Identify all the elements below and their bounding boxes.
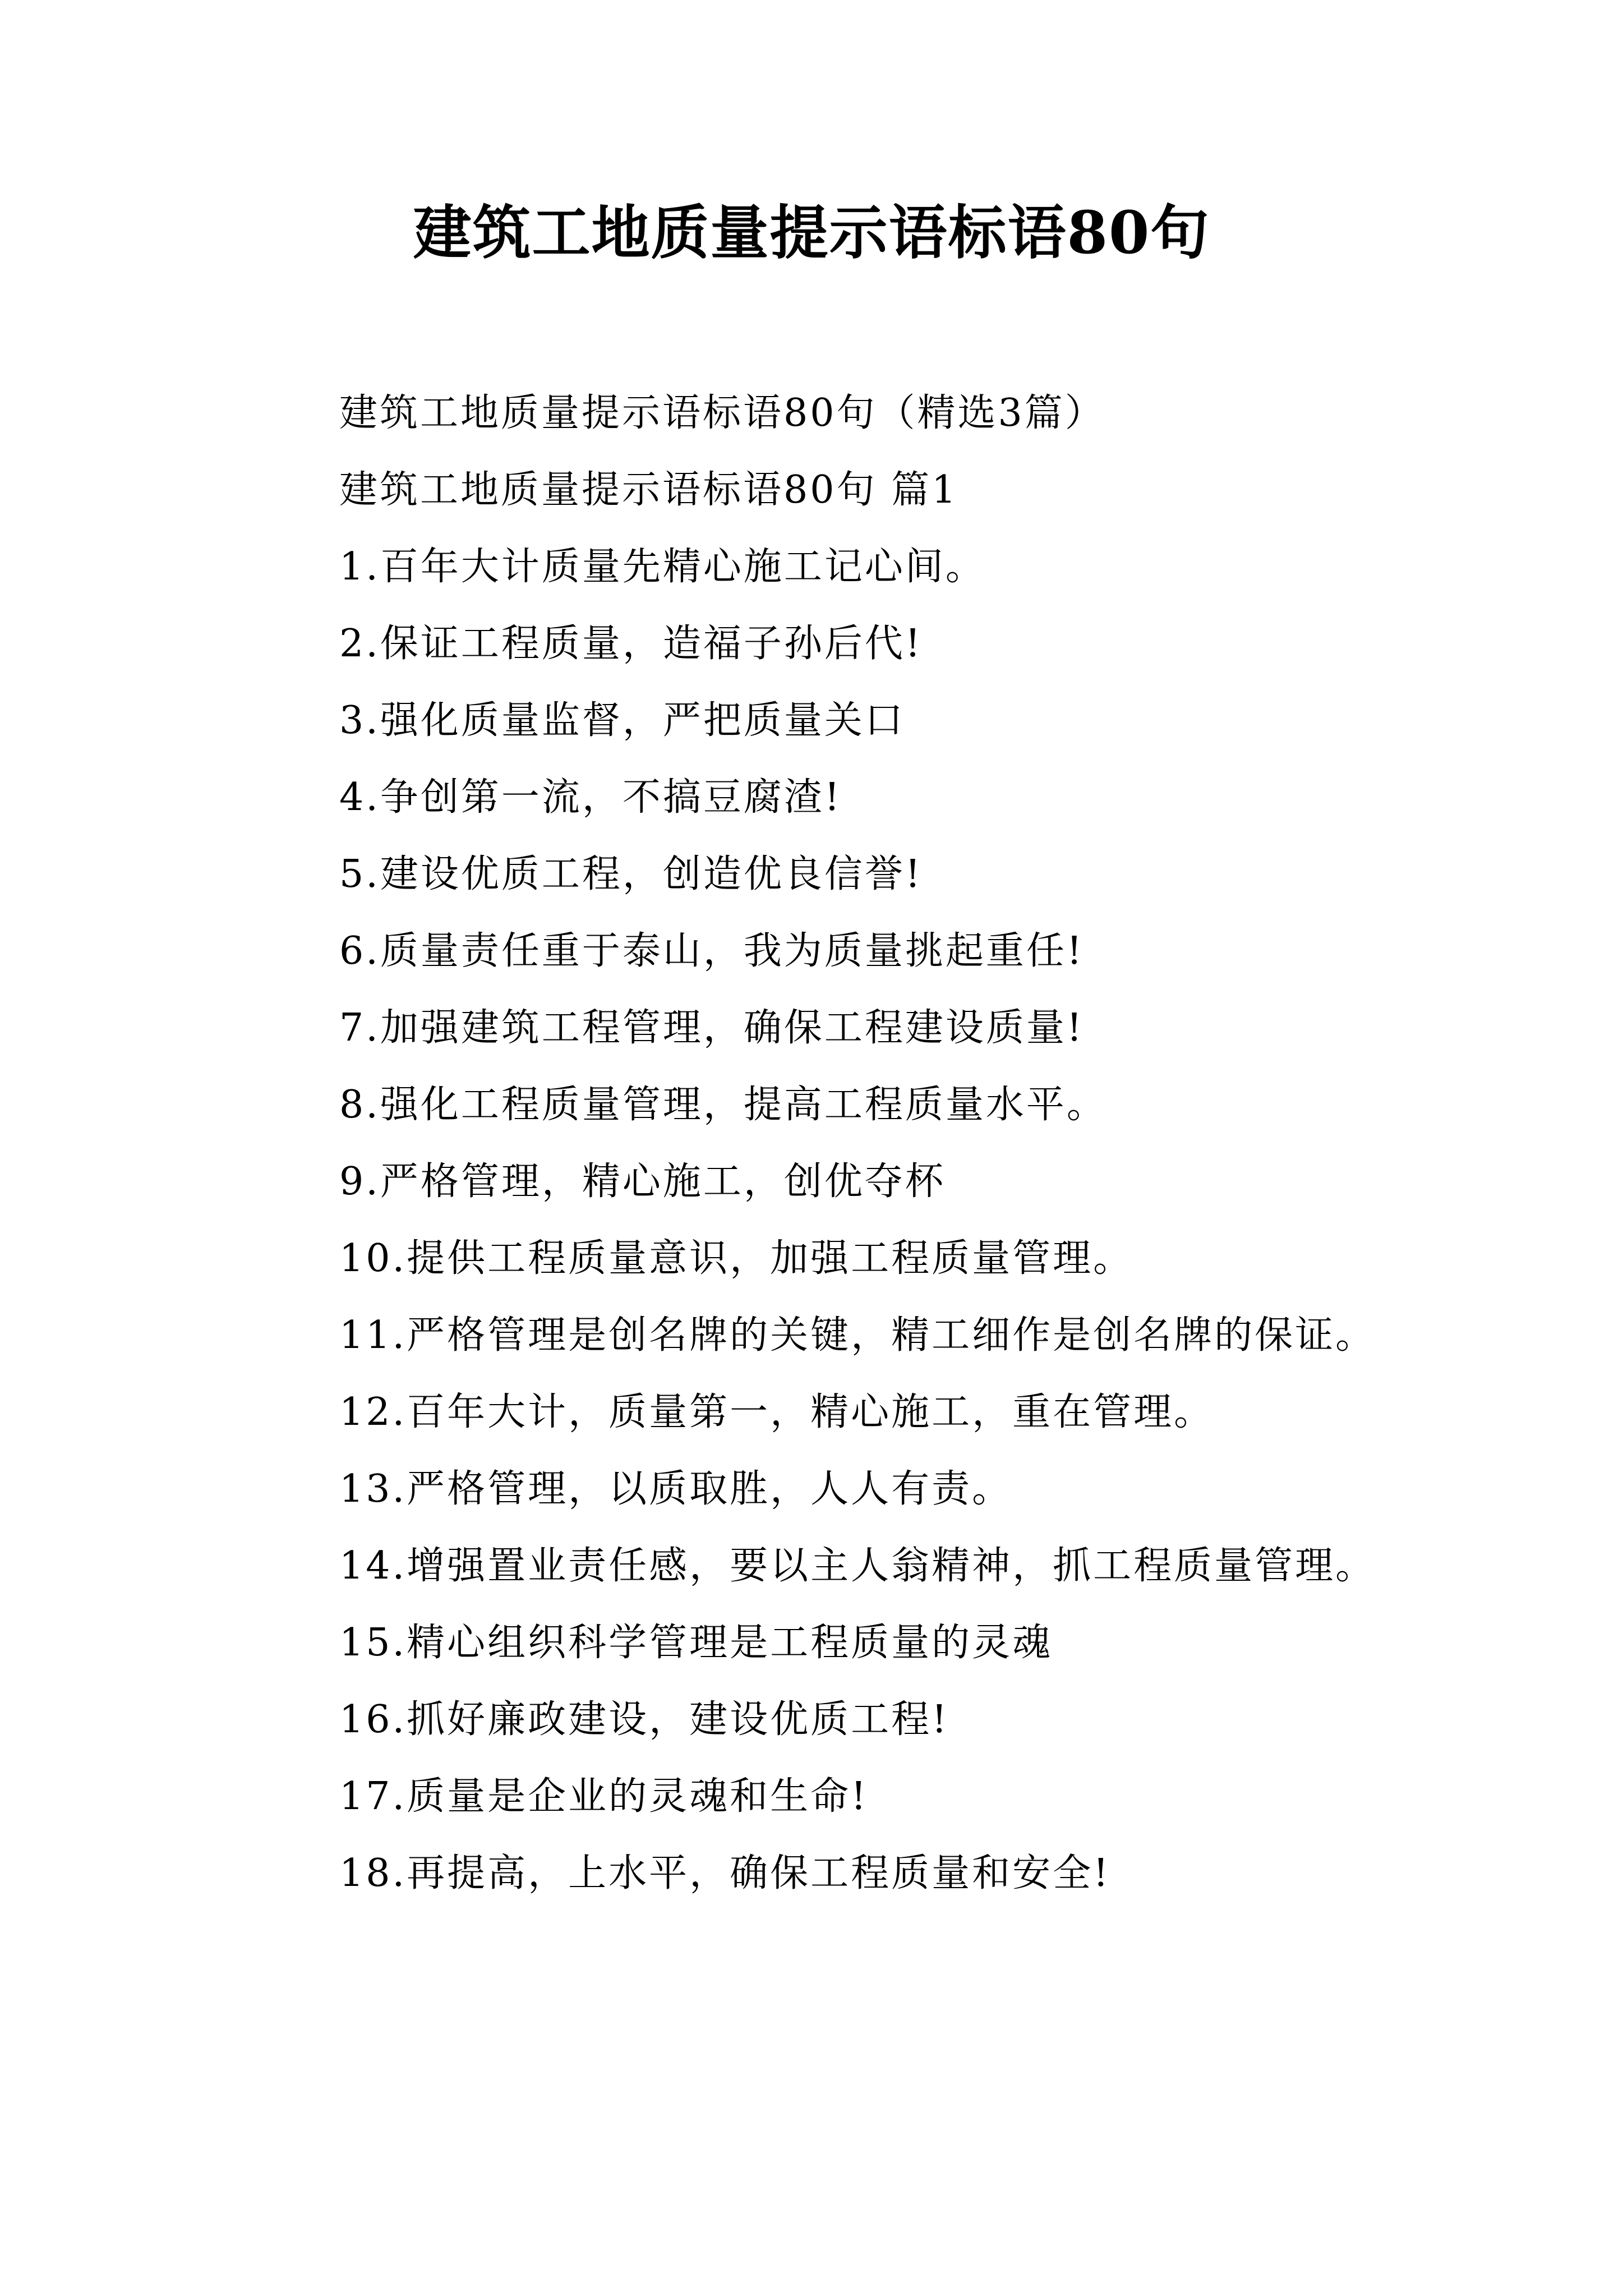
slogan-item: 3.强化质量监督，严把质量关口 — [339, 698, 905, 743]
slogan-item: 15.精心组织科学管理是工程质量的灵魂 — [339, 1621, 1053, 1665]
section-heading: 建筑工地质量提示语标语80句 篇1 — [339, 468, 958, 512]
slogan-item: 5.建设优质工程，创造优良信誉! — [339, 852, 923, 896]
slogan-item: 8.强化工程质量管理，提高工程质量水平。 — [339, 1083, 1107, 1127]
document-title: 建筑工地质量提示语标语80句 — [413, 198, 1210, 267]
slogan-item: 11.严格管理是创名牌的关键，精工细作是创名牌的保证。 — [339, 1313, 1376, 1358]
slogan-item: 9.严格管理，精心施工，创优夺杯 — [339, 1159, 946, 1204]
slogan-item: 7.加强建筑工程管理，确保工程建设质量! — [339, 1006, 1085, 1050]
subtitle-line: 建筑工地质量提示语标语80句（精选3篇） — [339, 391, 1105, 435]
slogan-item: 18.再提高，上水平，确保工程质量和安全! — [339, 1851, 1111, 1895]
slogan-item: 4.争创第一流，不搞豆腐渣! — [339, 775, 842, 820]
slogan-item: 14.增强置业责任感，要以主人翁精神，抓工程质量管理。 — [339, 1544, 1376, 1588]
slogan-item: 6.质量责任重于泰山，我为质量挑起重任! — [339, 929, 1085, 973]
slogan-item: 16.抓好廉政建设，建设优质工程! — [339, 1697, 949, 1742]
slogan-item: 12.百年大计，质量第一，精心施工，重在管理。 — [339, 1390, 1215, 1434]
slogan-item: 17.质量是企业的灵魂和生命! — [339, 1774, 869, 1819]
document-body — [250, 375, 1382, 1912]
slogan-item: 1.百年大计质量先精心施工记心间。 — [339, 545, 986, 589]
slogan-item: 10.提供工程质量意识，加强工程质量管理。 — [339, 1236, 1134, 1281]
slogan-item: 2.保证工程质量，造福子孙后代! — [339, 622, 923, 666]
slogan-item: 13.严格管理，以质取胜，人人有责。 — [339, 1467, 1013, 1511]
